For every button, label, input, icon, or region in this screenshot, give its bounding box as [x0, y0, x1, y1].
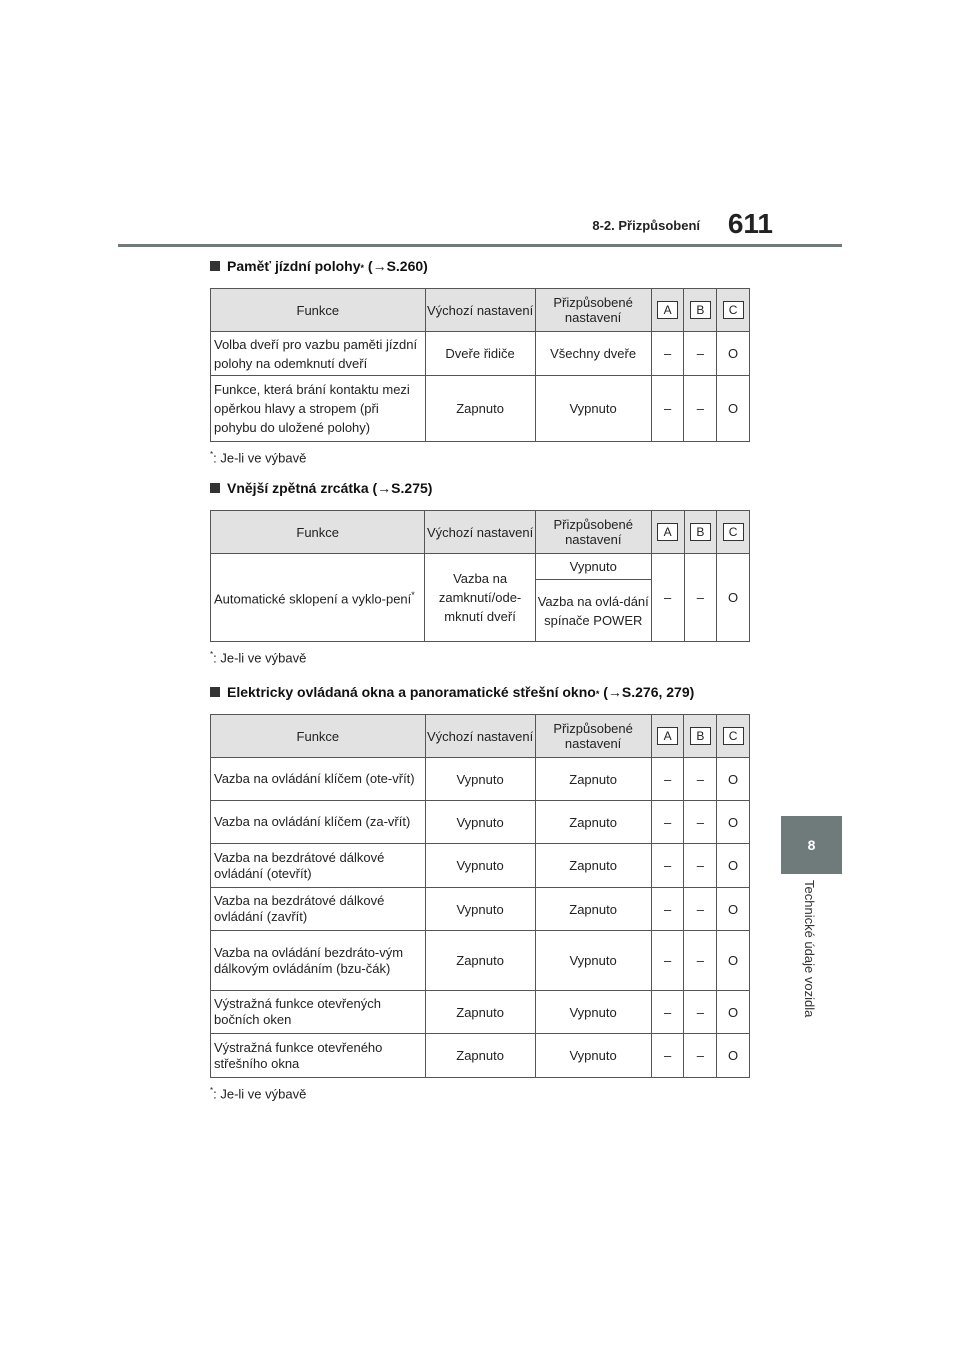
cell-function	[211, 554, 425, 642]
cell-custom: Vypnuto	[535, 376, 651, 442]
header-custom: Přizpůsobené nastavení	[535, 511, 651, 554]
cell-c: O	[717, 554, 750, 642]
table-row	[211, 758, 750, 801]
section-title-text: Paměť jízdní polohy	[227, 258, 361, 274]
cell-b: –	[684, 801, 717, 844]
section-title	[210, 258, 750, 274]
cell-a: –	[651, 554, 684, 642]
cell-c: O	[717, 801, 750, 844]
cell-c: O	[717, 1034, 750, 1078]
cell-b: –	[684, 554, 717, 642]
cell-custom: Všechny dveře	[535, 332, 651, 376]
letter-c-box: C	[723, 727, 744, 745]
cell-custom: Zapnuto	[535, 888, 651, 931]
cell-default: Zapnuto	[425, 991, 535, 1034]
section-title	[210, 684, 750, 700]
footnote-star: *	[210, 1086, 214, 1095]
header-c	[717, 289, 750, 332]
section-windows	[210, 684, 750, 1101]
cell-function: Funkce, která brání kontaktu mezi opěrkou hlavy a stropem (při pohybu do uložené polohy)	[211, 376, 426, 442]
section-title-text: Vnější zpětná zrcátka	[227, 480, 369, 496]
footnote-text: : Je-li ve výbavě	[213, 1086, 307, 1102]
page-reference-link[interactable]: (→S.276, 279)	[603, 684, 695, 700]
table-header-row	[211, 511, 750, 554]
cell-b: –	[684, 844, 717, 888]
letter-a-box: A	[657, 301, 678, 319]
cell-a: –	[651, 888, 684, 931]
letter-b-box: B	[690, 727, 711, 745]
footnote-star: *	[210, 450, 214, 459]
header-custom: Přizpůsobené nastavení	[535, 289, 651, 332]
table-row	[211, 844, 750, 888]
cell-a: –	[651, 1034, 684, 1078]
cell-function: Vazba na ovládání bezdráto-vým dálkovým ovládáním (bzu-čák)	[211, 931, 426, 991]
cell-function: Výstražná funkce otevřeného střešního okna	[211, 1034, 426, 1078]
section-heading: 8-2. Přizpůsobení	[592, 218, 700, 233]
header-rule	[118, 244, 842, 247]
cell-function: Výstražná funkce otevřených bočních oken	[211, 991, 426, 1034]
cell-custom: Vazba na ovlá-dání spínače POWER	[535, 580, 651, 642]
footnote	[210, 450, 750, 465]
header-c	[717, 511, 750, 554]
cell-c: O	[717, 888, 750, 931]
cell-b: –	[684, 888, 717, 931]
footnote-star: *	[595, 689, 600, 699]
cell-c: O	[717, 844, 750, 888]
header-function: Funkce	[211, 511, 425, 554]
cell-default: Dveře řidiče	[425, 332, 535, 376]
cell-c: O	[717, 991, 750, 1034]
cell-custom: Vypnuto	[535, 554, 651, 580]
cell-default: Vypnuto	[425, 758, 535, 801]
header-a	[651, 511, 684, 554]
footnote	[210, 1086, 750, 1101]
page-reference-link[interactable]: (→S.260)	[367, 258, 428, 274]
cell-custom: Zapnuto	[535, 758, 651, 801]
cell-function: Vazba na bezdrátové dálkové ovládání (otevřít)	[211, 844, 426, 888]
cell-custom: Zapnuto	[535, 801, 651, 844]
cell-a: –	[651, 844, 684, 888]
cell-custom: Vypnuto	[535, 991, 651, 1034]
section-title	[210, 480, 750, 496]
cell-a: –	[651, 991, 684, 1034]
cell-a: –	[651, 931, 684, 991]
footnote-text: : Je-li ve výbavě	[213, 650, 307, 666]
header-function: Funkce	[211, 289, 426, 332]
cell-b: –	[684, 931, 717, 991]
cell-a: –	[651, 801, 684, 844]
table-row	[211, 991, 750, 1034]
table-row	[211, 332, 750, 376]
section-title-text: Elektricky ovládaná okna a panoramatické střešní okno	[227, 684, 596, 700]
letter-c-box: C	[723, 301, 744, 319]
header-default: Výchozí nastavení	[425, 715, 535, 758]
table-header-row	[211, 715, 750, 758]
cell-b: –	[684, 991, 717, 1034]
header-function: Funkce	[211, 715, 426, 758]
cell-function: Vazba na ovládání klíčem (za-vřít)	[211, 801, 426, 844]
cell-default: Vypnuto	[425, 801, 535, 844]
letter-b-box: B	[690, 523, 711, 541]
page-number: 611	[727, 208, 773, 239]
letter-c-box: C	[723, 523, 744, 541]
table-header-row	[211, 289, 750, 332]
header-b	[684, 511, 717, 554]
section-mirrors	[210, 480, 750, 665]
footnote	[210, 650, 750, 665]
cell-b: –	[684, 332, 717, 376]
cell-default: Zapnuto	[425, 376, 535, 442]
table-row	[211, 1034, 750, 1078]
cell-c: O	[717, 376, 750, 442]
cell-a: –	[651, 758, 684, 801]
settings-table	[210, 510, 750, 642]
letter-b-box: B	[690, 301, 711, 319]
cell-default: Vypnuto	[425, 888, 535, 931]
table-row	[211, 554, 750, 580]
section-memory	[210, 258, 750, 465]
header-default: Výchozí nastavení	[425, 289, 535, 332]
cell-custom: Vypnuto	[535, 931, 651, 991]
square-bullet-icon	[210, 483, 220, 493]
table-row	[211, 801, 750, 844]
cell-function-text: Automatické sklopení a vyklo-pení	[214, 591, 412, 607]
footnote-text: : Je-li ve výbavě	[213, 450, 307, 466]
footnote-star: *	[360, 263, 365, 273]
cell-function: Vazba na ovládání klíčem (ote-vřít)	[211, 758, 426, 801]
footnote-star: *	[411, 590, 415, 601]
cell-function: Volba dveří pro vazbu paměti jízdní polohy na odemknutí dveří	[211, 332, 426, 376]
cell-default: Vypnuto	[425, 844, 535, 888]
header-custom: Přizpůsobené nastavení	[535, 715, 651, 758]
chapter-label: Technické údaje vozidla	[802, 880, 817, 1018]
cell-default: Vazba na zamknutí/ode-mknutí dveří	[425, 554, 535, 642]
header-a	[651, 289, 684, 332]
header-a	[651, 715, 684, 758]
cell-c: O	[717, 931, 750, 991]
cell-default: Zapnuto	[425, 931, 535, 991]
table-row	[211, 376, 750, 442]
cell-c: O	[717, 332, 750, 376]
header-c	[717, 715, 750, 758]
cell-custom: Vypnuto	[535, 1034, 651, 1078]
header-b	[684, 715, 717, 758]
settings-table	[210, 288, 750, 442]
cell-b: –	[684, 758, 717, 801]
square-bullet-icon	[210, 687, 220, 697]
header-b	[684, 289, 717, 332]
page-reference-link[interactable]: (→S.275)	[372, 480, 433, 496]
cell-b: –	[684, 1034, 717, 1078]
table-row	[211, 931, 750, 991]
letter-a-box: A	[657, 523, 678, 541]
cell-a: –	[651, 332, 684, 376]
cell-default: Zapnuto	[425, 1034, 535, 1078]
chapter-tab[interactable]	[781, 816, 842, 874]
table-row	[211, 888, 750, 931]
cell-c: O	[717, 758, 750, 801]
header-default: Výchozí nastavení	[425, 511, 535, 554]
footnote-star: *	[210, 650, 214, 659]
settings-table	[210, 714, 750, 1078]
cell-b: –	[684, 376, 717, 442]
letter-a-box: A	[657, 727, 678, 745]
chapter-number: 8	[807, 837, 816, 853]
cell-function: Vazba na bezdrátové dálkové ovládání (zavřít)	[211, 888, 426, 931]
square-bullet-icon	[210, 261, 220, 271]
cell-a: –	[651, 376, 684, 442]
cell-custom: Zapnuto	[535, 844, 651, 888]
